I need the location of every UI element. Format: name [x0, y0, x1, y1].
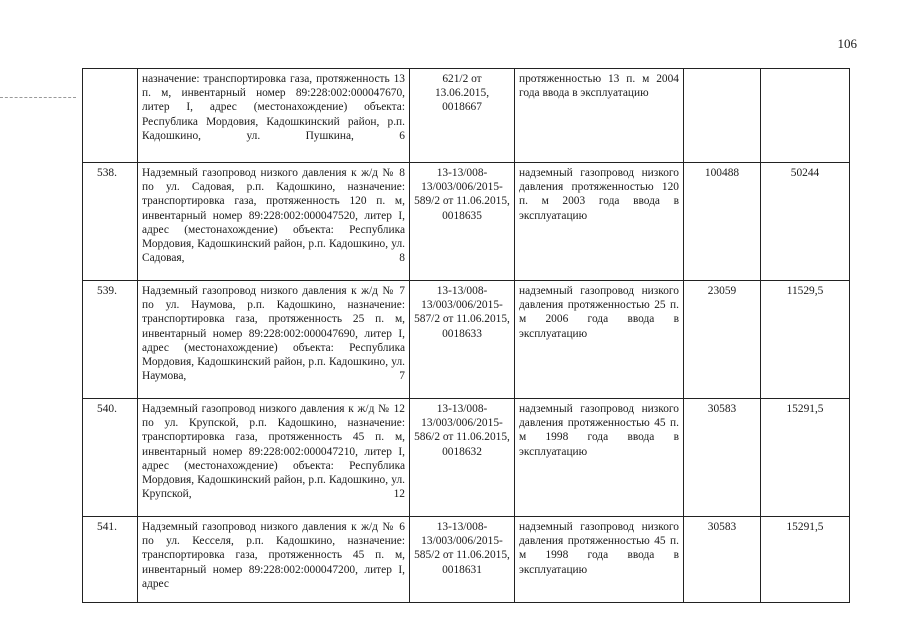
object-description-cell — [138, 281, 410, 399]
book-value-text: 30583 — [707, 403, 737, 415]
characteristics-text: надземный газопровод низкого давления протяженностью 45 п. м 1998 года ввода в эксплуатацию — [519, 521, 679, 576]
page-number: 106 — [837, 36, 857, 51]
row-number-cell — [83, 163, 138, 281]
registration-cell — [410, 163, 515, 281]
characteristics-cell — [515, 517, 684, 603]
registration-text: 13-13/008-13/003/006/2015-587/2 от 11.06.2015, 0018633 — [414, 285, 510, 340]
table-row — [83, 69, 850, 163]
residual-value-text: 11529,5 — [786, 285, 824, 297]
residual-value-cell — [761, 69, 850, 163]
registration-cell — [410, 517, 515, 603]
characteristics-cell — [515, 69, 684, 163]
row-number-text: 538. — [97, 167, 117, 179]
book-value-text: 23059 — [707, 285, 737, 297]
table-row — [83, 281, 850, 399]
characteristics-text: протяженностью 13 п. м 2004 года ввода в эксплуатацию — [519, 73, 679, 100]
book-value-text: 100488 — [704, 167, 740, 179]
object-description-text: Надземный газопровод низкого давления к ж/д № 8 по ул. Садовая, р.п. Кадошкино, назначение: транспортировка газа, протяженность 120 п. м, инвентарный номер 89:228:002:000047520, литер I, адрес (местонахождение) объекта: Республика Мордовия, Кадошкинский район, р.п. Кадошкино, ул. Садовая, 8 — [142, 167, 405, 265]
characteristics-text: надземный газопровод низкого давления протяженностью 45 п. м 1998 года ввода в эксплуатацию — [519, 403, 679, 458]
row-number-cell — [83, 399, 138, 517]
characteristics-cell — [515, 163, 684, 281]
residual-value-text: 15291,5 — [786, 403, 824, 415]
row-number-text: 540. — [97, 403, 117, 415]
row-number-cell — [83, 69, 138, 163]
property-table-body — [83, 69, 850, 603]
characteristics-cell — [515, 399, 684, 517]
object-description-cell — [138, 517, 410, 603]
book-value-text: 30583 — [707, 521, 737, 533]
object-description-cell — [138, 399, 410, 517]
table-row — [83, 399, 850, 517]
registration-cell — [410, 281, 515, 399]
residual-value-cell — [761, 399, 850, 517]
registration-text: 13-13/008-13/003/006/2015-585/2 от 11.06.2015, 0018631 — [414, 521, 510, 576]
book-value-cell — [684, 69, 761, 163]
book-value-cell — [684, 517, 761, 603]
residual-value-cell — [761, 163, 850, 281]
residual-value-cell — [761, 517, 850, 603]
registration-cell — [410, 69, 515, 163]
registration-text: 13-13/008-13/003/006/2015-589/2 от 11.06.2015, 0018635 — [414, 167, 510, 222]
object-description-cell — [138, 69, 410, 163]
property-table — [82, 68, 850, 603]
object-description-cell — [138, 163, 410, 281]
object-description-text: Надземный газопровод низкого давления к ж/д № 7 по ул. Наумова, р.п. Кадошкино, назначение: транспортировка газа, протяженность 25 п. м, инвентарный номер 89:228:002:000047690, литер I, адрес (местонахождение) объекта: Республика Мордовия, Кадошкинский район, р.п. Кадошкино, ул. Наумова, 7 — [142, 285, 405, 383]
characteristics-text: надземный газопровод низкого давления протяженностью 25 п. м 2006 года ввода в эксплуатацию — [519, 285, 679, 340]
object-description-text: Надземный газопровод низкого давления к ж/д № 6 по ул. Кесселя, р.п. Кадошкино, назначение: транспортировка газа, протяженность 45 п. м, инвентарный номер 89:228:002:000047200, литер I, адрес — [142, 521, 405, 590]
table-row — [83, 517, 850, 603]
registration-text: 621/2 от 13.06.2015, 0018667 — [434, 73, 490, 114]
characteristics-text: надземный газопровод низкого давления протяженностью 120 п. м 2003 года ввода в эксплуатацию — [519, 167, 679, 222]
residual-value-text: 15291,5 — [786, 521, 824, 533]
residual-value-text: 50244 — [790, 167, 820, 179]
book-value-cell — [684, 163, 761, 281]
table-row — [83, 163, 850, 281]
object-description-text: назначение: транспортировка газа, протяженность 13 п. м, инвентарный номер 89:228:002:000047670, литер I, адрес (местонахождение) объекта: Республика Мордовия, Кадошкинский район, р.п. Кадошкино, ул. Пушкина, 6 — [142, 73, 405, 142]
row-number-text: 541. — [97, 521, 117, 533]
scan-margin-mark — [0, 97, 76, 98]
row-number-text: 539. — [97, 285, 117, 297]
row-number-cell — [83, 517, 138, 603]
object-description-text: Надземный газопровод низкого давления к ж/д № 12 по ул. Крупской, р.п. Кадошкино, назначение: транспортировка газа, протяженность 45 п. м, инвентарный номер 89:228:002:000047210, литер I, адрес (местонахождение) объекта: Республика Мордовия, Кадошкинский район, р.п. Кадошкино, ул. Крупской, 12 — [142, 403, 405, 501]
book-value-cell — [684, 399, 761, 517]
characteristics-cell — [515, 281, 684, 399]
book-value-cell — [684, 281, 761, 399]
registration-text: 13-13/008-13/003/006/2015-586/2 от 11.06.2015, 0018632 — [414, 403, 510, 458]
row-number-cell — [83, 281, 138, 399]
residual-value-cell — [761, 281, 850, 399]
registration-cell — [410, 399, 515, 517]
